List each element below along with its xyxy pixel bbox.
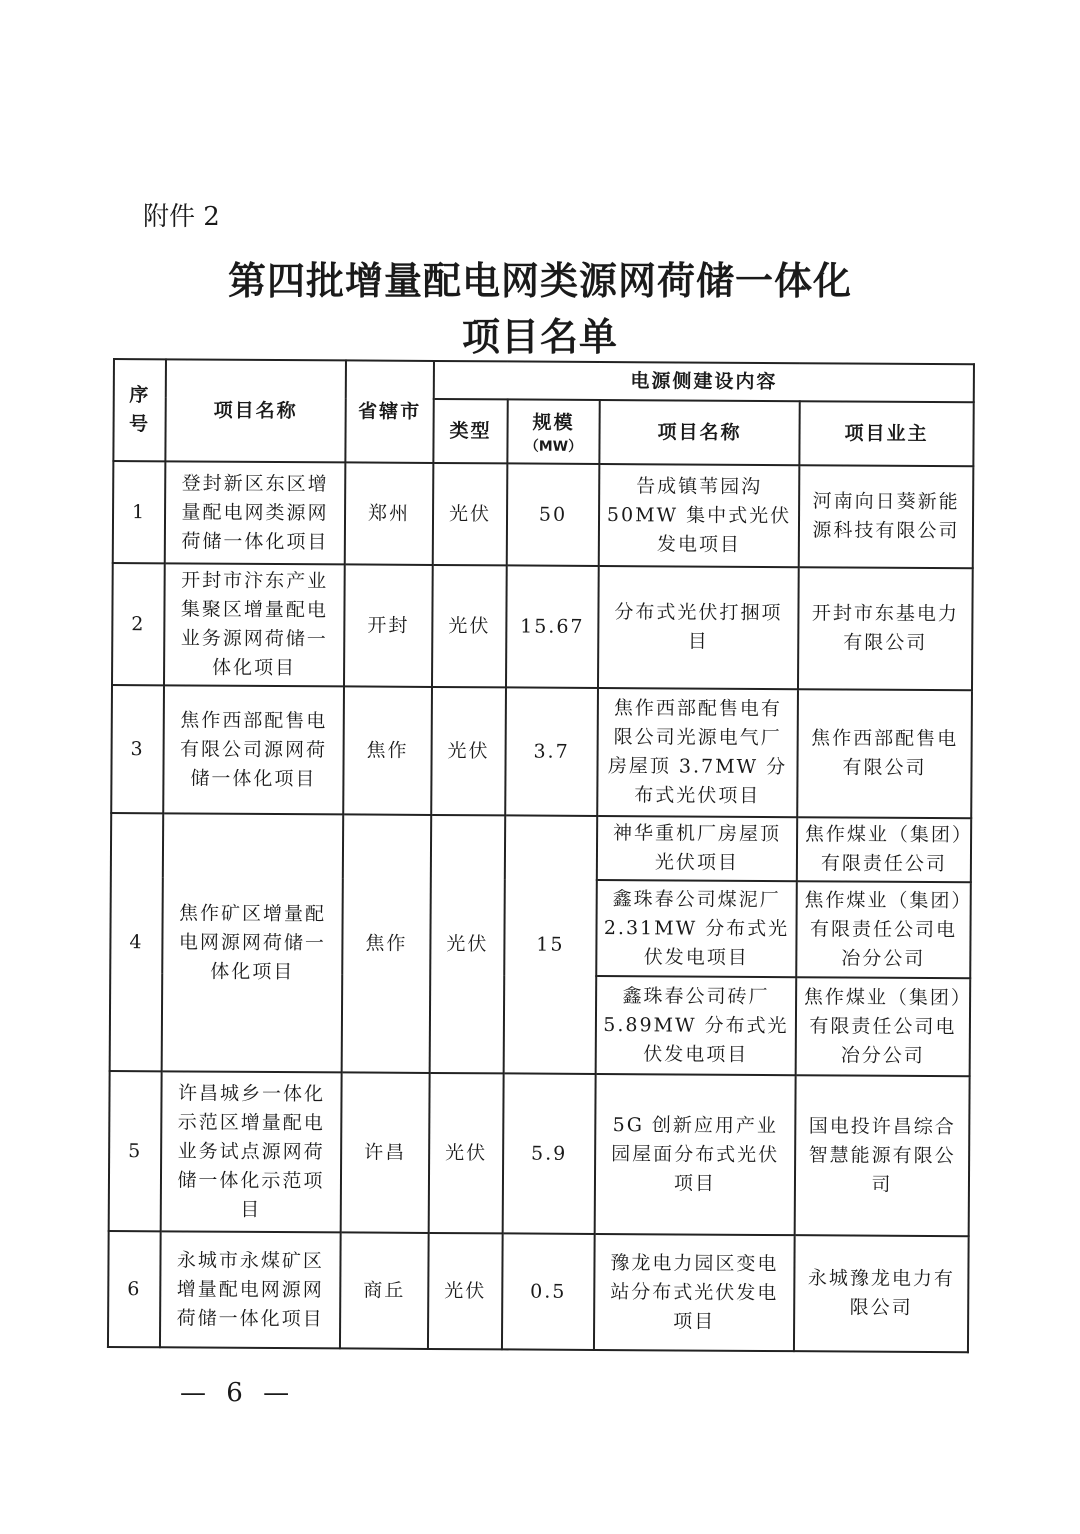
header-project-name: 项目名称 — [165, 359, 346, 462]
cell-seq: 6 — [108, 1231, 161, 1347]
header-seq: 序号 — [113, 359, 166, 461]
cell-scale: 0.5 — [502, 1233, 595, 1350]
cell-project-name: 焦作西部配售电有限公司源网荷储一体化项目 — [163, 685, 344, 814]
cell-sub-project-name: 豫龙电力园区变电站分布式光伏发电项目 — [594, 1234, 795, 1351]
header-owner: 项目业主 — [799, 401, 973, 466]
cell-seq: 1 — [113, 461, 166, 563]
cell-city: 开封 — [344, 564, 433, 687]
cell-type: 光伏 — [433, 463, 508, 565]
header-scale — [507, 399, 599, 464]
cell-project-name: 许昌城乡一体化示范区增量配电业务试点源网荷储一体化示范项目 — [161, 1071, 342, 1232]
cell-owner: 国电投许昌综合智慧能源有限公司 — [795, 1075, 970, 1236]
header-scale-label: 规模 — [532, 411, 575, 434]
cell-scale: 5.9 — [503, 1073, 596, 1234]
cell-type: 光伏 — [429, 1073, 504, 1233]
table-row — [109, 1071, 970, 1236]
cell-type: 光伏 — [430, 815, 506, 1073]
cell-city: 商丘 — [340, 1232, 429, 1349]
cell-city: 郑州 — [345, 462, 434, 565]
header-power-side: 电源侧建设内容 — [434, 361, 974, 402]
cell-sub-project-name: 焦作西部配售电有限公司光源电气厂房屋顶 3.7MW 分布式光伏项目 — [597, 688, 798, 817]
cell-sub-project-name: 告成镇苇园沟 50MW 集中式光伏发电项目 — [599, 464, 800, 567]
project-table — [107, 358, 975, 1353]
cell-sub-project-name: 鑫珠春公司砖厂 5.89MW 分布式光伏发电项目 — [596, 976, 797, 1075]
page-title: 第四批增量配电网类源网荷储一体化 — [227, 259, 852, 303]
cell-scale: 3.7 — [505, 687, 598, 816]
cell-sub-project-name: 神华重机厂房屋顶光伏项目 — [597, 816, 797, 881]
cell-owner: 永城豫龙电力有限公司 — [794, 1235, 969, 1352]
page-subtitle: 项目名单 — [461, 315, 618, 359]
cell-scale: 50 — [507, 463, 600, 566]
cell-owner: 焦作煤业（集团）有限责任公司 — [797, 817, 971, 882]
cell-city: 焦作 — [343, 686, 432, 815]
table-row — [108, 1231, 969, 1352]
page-number: — 6 — — [180, 1378, 296, 1408]
cell-type: 光伏 — [431, 687, 506, 815]
table-row — [111, 813, 971, 882]
header-scale-unit: （MW） — [524, 438, 583, 455]
cell-seq: 5 — [109, 1071, 162, 1231]
cell-project-name: 焦作矿区增量配电网源网荷储一体化项目 — [162, 813, 344, 1072]
cell-sub-project-name: 鑫珠春公司煤泥厂 2.31MW 分布式光伏发电项目 — [596, 880, 797, 977]
cell-project-name: 开封市汴东产业集聚区增量配电业务源网荷储一体化项目 — [164, 563, 345, 686]
cell-sub-project-name: 5G 创新应用产业园屋面分布式光伏项目 — [595, 1074, 796, 1235]
cell-scale: 15 — [504, 815, 598, 1074]
cell-city: 许昌 — [341, 1072, 430, 1233]
header-city: 省辖市 — [345, 360, 434, 463]
cell-owner: 焦作煤业（集团）有限责任公司电冶分公司 — [796, 977, 971, 1076]
cell-owner: 焦作煤业（集团）有限责任公司电冶分公司 — [796, 881, 971, 978]
cell-scale: 15.67 — [506, 565, 599, 688]
cell-type: 光伏 — [432, 565, 507, 687]
header-sub-project-name: 项目名称 — [599, 400, 799, 465]
cell-seq: 3 — [111, 685, 164, 813]
cell-seq: 4 — [110, 813, 164, 1071]
cell-sub-project-name: 分布式光伏打捆项目 — [598, 566, 799, 689]
cell-owner: 焦作西部配售电有限公司 — [797, 689, 972, 818]
cell-project-name: 永城市永煤矿区增量配电网源网荷储一体化项目 — [160, 1231, 341, 1348]
cell-owner: 开封市东基电力有限公司 — [798, 567, 973, 690]
cell-seq: 2 — [112, 563, 165, 685]
table-row — [113, 461, 974, 568]
table-row — [111, 685, 972, 818]
cell-project-name: 登封新区东区增量配电网类源网荷储一体化项目 — [165, 461, 346, 564]
attachment-label: 附件 2 — [143, 202, 220, 232]
table-row — [112, 563, 973, 690]
cell-city: 焦作 — [342, 814, 432, 1073]
cell-type: 光伏 — [428, 1233, 503, 1349]
header-type: 类型 — [433, 399, 507, 463]
cell-owner: 河南向日葵新能源科技有限公司 — [799, 465, 974, 568]
